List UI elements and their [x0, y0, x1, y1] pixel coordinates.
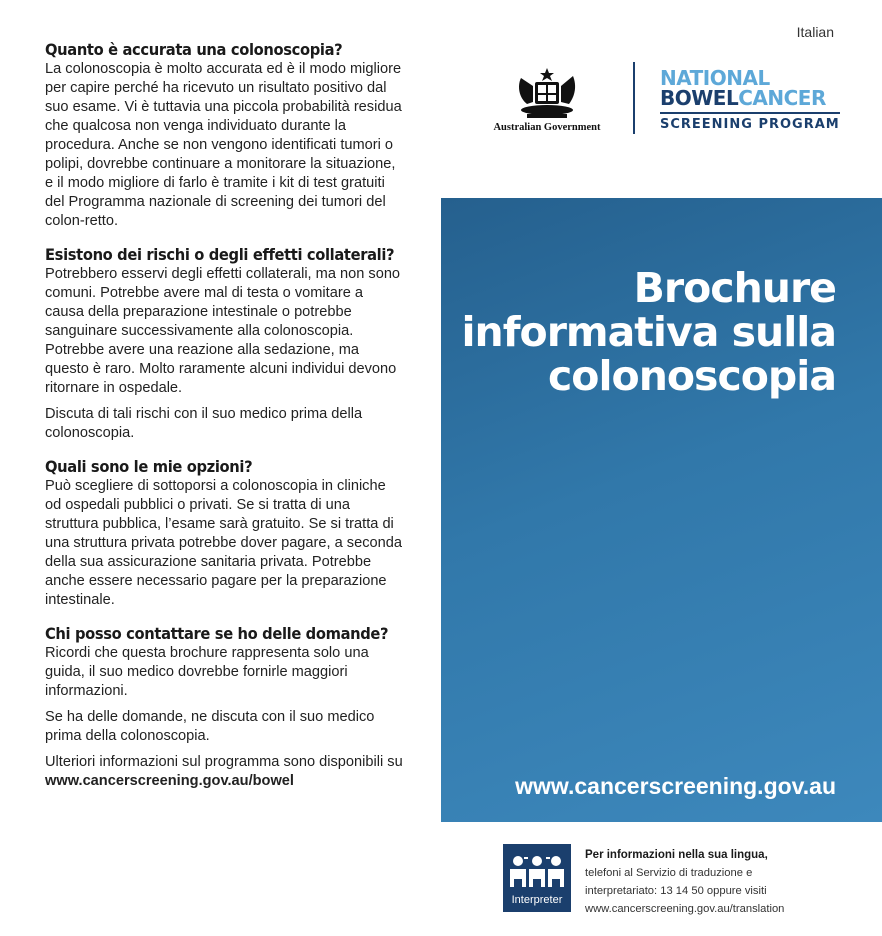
section-heading: Chi posso contattare se ho delle domande?: [45, 624, 389, 643]
section-paragraph: Se ha delle domande, ne discuta con il suo medico prima della colonoscopia.: [45, 709, 375, 744]
interpreter-info: [503, 844, 785, 915]
interpreter-heading: Per informazioni nella sua lingua,: [585, 849, 768, 861]
title-line: colonoscopia: [548, 352, 836, 400]
title-line: informativa sulla: [461, 308, 836, 356]
more-info-text: Ulteriori informazioni sul programma sono disponibili su: [45, 754, 403, 770]
logo-bar: [482, 62, 838, 138]
section-contact: [45, 624, 405, 791]
section-paragraph: Potrebbero esservi degli effetti collaterali, ma non sono comuni. Potrebbe avere mal di testa o vomitare a causa della preparazione intestinale o potrebbe sanguinare successivamente alla colonoscopia. Potrebbe avere una reazione alla sedazione, ma questo è raro. Molto raramente alcuni individui devono ritornare in ospedale.: [45, 266, 401, 396]
interpreter-text: [585, 846, 865, 918]
info-column: [45, 40, 405, 805]
nbcsp-line2: [660, 88, 840, 108]
coat-of-arms-icon: [515, 66, 579, 120]
nbcsp-line1: NATIONAL: [660, 66, 770, 90]
section-heading: Quanto è accurata una colonoscopia?: [45, 40, 343, 59]
section-risks: [45, 245, 405, 443]
australian-government-logo: [482, 66, 612, 133]
interpreter-logo-text: Interpreter: [511, 894, 563, 906]
brochure-title: [461, 266, 836, 398]
interpreter-line: interpretariato: 13 14 50 oppure visiti: [585, 885, 767, 897]
nbcsp-line3: SCREENING PROGRAM: [660, 112, 840, 132]
section-heading: Esistono dei rischi o degli effetti collaterali?: [45, 245, 395, 264]
bowel-link[interactable]: www.cancerscreening.gov.au/bowel: [45, 773, 294, 789]
nbcsp-cancer: CANCER: [738, 86, 826, 110]
nbcsp-bowel: BOWEL: [660, 86, 739, 110]
section-accuracy: [45, 40, 405, 231]
language-label: Italian: [796, 24, 834, 40]
section-paragraph: [45, 753, 405, 791]
nbcsp-logo: [660, 68, 840, 132]
website-link[interactable]: www.cancerscreening.gov.au: [515, 773, 836, 799]
section-paragraph: Può scegliere di sottoporsi a colonoscopia in cliniche od ospedali pubblici o privati. Se si tratta di una struttura pubblica, l’esame sarà gratuito. Se si tratta di una struttura privata potrebbe dover pagare, a seconda della sua assicurazione sanitaria privata. Potrebbe anche essere necessario pagare per la preparazione intestinale.: [45, 478, 402, 608]
cover-panel: [441, 198, 882, 822]
logo-divider: [633, 62, 635, 134]
section-paragraph: Discuta di tali rischi con il suo medico prima della colonoscopia.: [45, 406, 363, 441]
gov-text: Australian Government: [493, 122, 601, 133]
section-options: [45, 457, 405, 610]
interpreter-line: telefoni al Servizio di traduzione e: [585, 867, 753, 879]
section-heading: Quali sono le mie opzioni?: [45, 457, 253, 476]
section-paragraph: La colonoscopia è molto accurata ed è il modo migliore per capire perché ha ricevuto un risultato positivo dal suo esame. Vi è tuttavia una piccola probabilità residua che qualcosa non venga individuato durante la procedura. Anche se non vengono identificati tumori o polipi, dovrebbe continuare a monitorare la situazione, e il modo migliore di farlo è tramite i kit di test gratuiti del Programma nazionale di screening dei tumori del colon-retto.: [45, 61, 402, 229]
interpreter-icon: [504, 845, 570, 911]
title-line: Brochure: [633, 264, 836, 312]
section-paragraph: Ricordi che questa brochure rappresenta solo una guida, il suo medico dovrebbe fornirle maggiori informazioni.: [45, 645, 369, 699]
translation-link[interactable]: www.cancerscreening.gov.au/translation: [585, 903, 785, 915]
interpreter-logo: [503, 844, 571, 912]
